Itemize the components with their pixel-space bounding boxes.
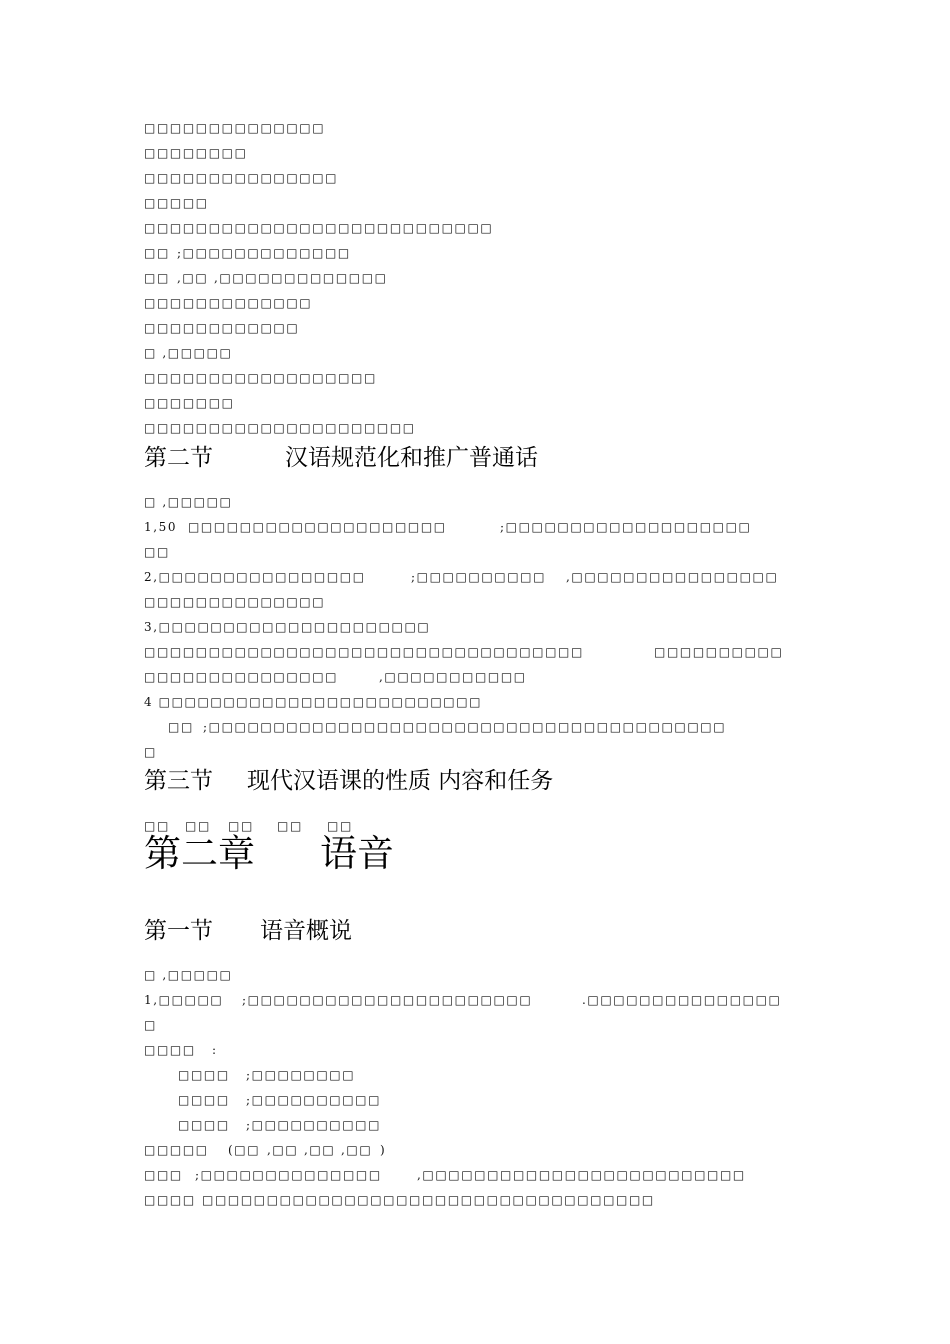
line-segment: ;□□□□□□□□□□□□□□□□□□□□□□□□□□□□□□□□□□□□□□□□ xyxy=(203,720,727,734)
line-segment: ,□□□□□□□□□□□□□□□□□□□□□□□□□ xyxy=(417,1168,746,1182)
line-segment: □□□□□□□□□□□□□□□□□□□□□□□□□□□□□□□□□□□ xyxy=(202,1193,655,1207)
line-segment: ;□□□□□□□□□□□□□□ xyxy=(195,1168,382,1182)
section-number: 第二节 xyxy=(144,445,213,471)
line-segment: □□□□□ xyxy=(144,1143,209,1157)
chapter-number: 第二章 xyxy=(144,832,255,875)
text-line: □□□□□□□□□□□□□□ xyxy=(144,121,326,135)
line-segment: ) xyxy=(380,1143,387,1157)
line-segment: ,□□□□□□□□□□□□□ xyxy=(214,271,388,285)
line-segment: □□ xyxy=(144,819,170,833)
line-segment: ,□□ xyxy=(341,1143,373,1157)
line-segment: □□ xyxy=(144,271,170,285)
line-segment: □□□ xyxy=(144,1168,183,1182)
line-segment: □□ xyxy=(144,246,170,260)
line-segment: ,□□□□□□□□□□□□□□□□ xyxy=(566,570,779,584)
line-segment: 2,□□□□□□□□□□□□□□□□ xyxy=(144,570,366,584)
text-line: □ ,□□□□□ xyxy=(144,495,233,509)
line-segment: .□□□□□□□□□□□□□□□ xyxy=(582,993,782,1007)
line-segment: □□□□ xyxy=(178,1093,230,1107)
text-line: □□□□□□□□□□□□□ xyxy=(144,296,313,310)
line-segment: □□□□ xyxy=(178,1118,230,1132)
text-line: 3,□□□□□□□□□□□□□□□□□□□□□ xyxy=(144,620,431,634)
line-segment: ,□□ xyxy=(177,271,209,285)
text-line: □□□□□□□□□□□□ xyxy=(144,321,300,335)
text-line: □□□□□□□□□□□□□□ xyxy=(144,595,326,609)
text-line: □□□□□□□□□□□□□□□□□□ xyxy=(144,371,377,385)
line-segment: ;□□□□□□□□ xyxy=(246,1068,356,1082)
text-line: □ xyxy=(144,1018,157,1032)
line-segment: □□□□□□□□□□ xyxy=(654,645,784,659)
section-number: 第一节 xyxy=(144,918,213,944)
line-segment: 1,□□□□□ xyxy=(144,993,224,1007)
line-segment: ;□□□□□□□□□□ xyxy=(246,1093,382,1107)
line-segment: ,□□ xyxy=(304,1143,336,1157)
text-line: □ xyxy=(144,745,157,759)
line-segment: 1,50 □□□□□□□□□□□□□□□□□□□□ xyxy=(144,520,447,534)
line-segment: □□ xyxy=(185,819,211,833)
line-segment: □□□□□□□□□□□□□□□□□□□□□□□□□□□□□□□□□□ xyxy=(144,645,584,659)
text-line: □ ,□□□□□ xyxy=(144,346,233,360)
text-line: □□□□□□□ xyxy=(144,396,235,410)
line-segment: ,□□ xyxy=(267,1143,299,1157)
line-segment: ;□□□□□□□□□□□□□□□□□□□□□□ xyxy=(242,993,533,1007)
chapter-title: 语音 xyxy=(320,832,394,875)
line-segment: □□□□ xyxy=(144,1043,196,1057)
line-segment: □□ xyxy=(228,819,254,833)
section-title: 汉语规范化和推广普通话 xyxy=(285,445,538,471)
line-segment: ;□□□□□□□□□□ xyxy=(411,570,547,584)
text-line: □□□□□□□□□□□□□□□□□□□□□□□□□□□ xyxy=(144,221,494,235)
line-segment: □□□□ xyxy=(178,1068,230,1082)
text-line: □□□□□ xyxy=(144,196,209,210)
line-segment: □□ xyxy=(327,819,353,833)
line-segment: □□ xyxy=(277,819,303,833)
line-segment: □□□□ xyxy=(144,1193,196,1207)
line-segment: ;□□□□□□□□□□□□□ xyxy=(177,246,351,260)
line-segment: ;□□□□□□□□□□□□□□□□□□□ xyxy=(500,520,752,534)
line-segment: : xyxy=(212,1043,218,1057)
section-title: 语音概说 xyxy=(260,918,352,944)
text-line: □□□□□□□□□□□□□□□□□□□□□ xyxy=(144,421,416,435)
text-line: □□□□□□□□ xyxy=(144,146,248,160)
section-number: 第三节 xyxy=(144,768,213,794)
line-segment: (□□ xyxy=(228,1143,261,1157)
line-segment: ;□□□□□□□□□□ xyxy=(246,1118,382,1132)
text-line: □ ,□□□□□ xyxy=(144,968,233,982)
text-line xyxy=(144,1192,655,1256)
line-segment: □□□□□□□□□□□□□□□ xyxy=(144,670,339,684)
line-segment: □□ xyxy=(168,720,194,734)
line-segment: ,□□□□□□□□□□□ xyxy=(379,670,527,684)
section-title: 现代汉语课的性质 内容和任务 xyxy=(247,768,554,794)
text-line: □□ xyxy=(144,545,170,559)
text-line: 4 □□□□□□□□□□□□□□□□□□□□□□□□□ xyxy=(144,695,483,709)
text-line: □□□□□□□□□□□□□□□ xyxy=(144,171,339,185)
